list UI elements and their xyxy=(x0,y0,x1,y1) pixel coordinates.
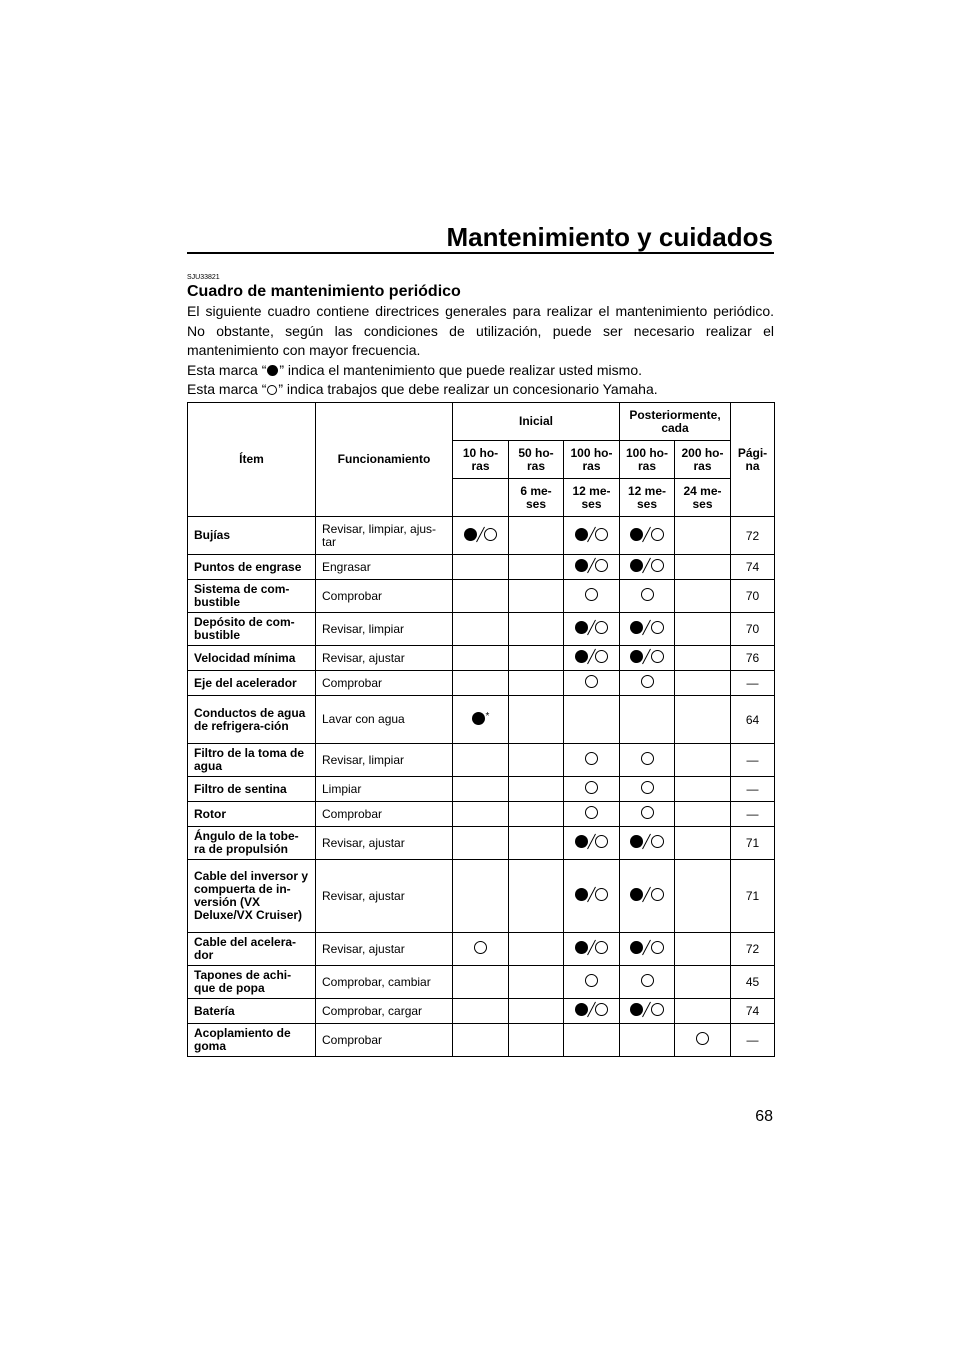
mark-cell xyxy=(453,555,509,580)
function-cell: Revisar, limpiar xyxy=(316,613,453,646)
table-row xyxy=(188,860,775,933)
mark-cell xyxy=(453,744,509,777)
mark-cell xyxy=(453,933,509,966)
open-circle-icon xyxy=(585,588,598,602)
page-ref-cell: 71 xyxy=(731,827,775,860)
page-ref-cell: 70 xyxy=(731,613,775,646)
open-circle-icon xyxy=(641,752,654,766)
mark-cell xyxy=(509,860,564,933)
mark-cell xyxy=(620,777,675,802)
mark-cell xyxy=(620,517,675,555)
table-row xyxy=(188,580,775,613)
item-cell: Rotor xyxy=(188,802,316,827)
mark-cell xyxy=(620,744,675,777)
item-cell: Sistema de com-bustible xyxy=(188,580,316,613)
mark-cell xyxy=(564,646,620,671)
filled-circle-icon xyxy=(267,365,278,376)
filled-open-circle-icon xyxy=(464,527,497,541)
page-ref-cell: — xyxy=(731,744,775,777)
mark-cell xyxy=(620,802,675,827)
mark-cell xyxy=(509,646,564,671)
filled-open-circle-icon xyxy=(575,650,608,664)
item-cell: Acoplamiento de goma xyxy=(188,1024,316,1057)
function-cell: Comprobar, cambiar xyxy=(316,966,453,999)
item-cell: Conductos de agua de refrigera-ción xyxy=(188,696,316,744)
filled-open-circle-icon xyxy=(630,650,663,664)
item-cell: Eje del acelerador xyxy=(188,671,316,696)
function-cell: Revisar, limpiar xyxy=(316,744,453,777)
mark-cell xyxy=(675,933,731,966)
filled-open-circle-icon xyxy=(575,888,608,902)
mark-cell xyxy=(564,696,620,744)
mark-cell xyxy=(564,999,620,1024)
filled-open-circle-icon xyxy=(575,621,608,635)
filled-open-circle-icon xyxy=(630,527,663,541)
page-number: 68 xyxy=(755,1108,773,1125)
table-row xyxy=(188,744,775,777)
function-cell: Comprobar xyxy=(316,580,453,613)
function-cell: Limpiar xyxy=(316,777,453,802)
mark-cell xyxy=(564,1024,620,1057)
mark-cell xyxy=(509,671,564,696)
section-code: SJU33821 xyxy=(187,274,220,281)
legend-prefix: Esta marca “ xyxy=(187,381,267,397)
filled-open-circle-icon xyxy=(575,559,608,573)
maintenance-table xyxy=(187,402,775,1057)
open-circle-icon xyxy=(267,385,277,395)
table-row xyxy=(188,646,775,671)
filled-circle-asterisk-icon: * xyxy=(472,711,490,725)
function-cell: Revisar, ajustar xyxy=(316,646,453,671)
mark-cell xyxy=(509,555,564,580)
item-cell: Ángulo de la tobe-ra de propulsión xyxy=(188,827,316,860)
filled-open-circle-icon xyxy=(575,1003,608,1017)
mark-cell xyxy=(509,744,564,777)
mark-cell xyxy=(564,933,620,966)
open-circle-icon xyxy=(641,588,654,602)
mark-cell xyxy=(620,966,675,999)
mark-cell xyxy=(620,555,675,580)
item-cell: Velocidad mínima xyxy=(188,646,316,671)
mark-cell xyxy=(675,1024,731,1057)
mark-cell xyxy=(453,517,509,555)
mark-cell xyxy=(564,744,620,777)
legend-prefix: Esta marca “ xyxy=(187,361,267,378)
open-circle-icon xyxy=(585,752,598,766)
function-cell: Comprobar xyxy=(316,671,453,696)
header-rule xyxy=(187,252,774,254)
mark-cell xyxy=(453,646,509,671)
function-cell: Revisar, ajustar xyxy=(316,827,453,860)
table-row xyxy=(188,517,775,555)
page-ref-cell: 45 xyxy=(731,966,775,999)
mark-cell xyxy=(453,966,509,999)
table-row xyxy=(188,555,775,580)
mark-cell xyxy=(564,555,620,580)
header-page: Pági-na xyxy=(731,403,775,517)
header-100h-after: 100 ho-ras xyxy=(620,441,675,479)
open-circle-icon xyxy=(696,1032,709,1046)
table-row xyxy=(188,999,775,1024)
mark-cell xyxy=(620,860,675,933)
page-ref-cell: — xyxy=(731,802,775,827)
page-ref-cell: — xyxy=(731,777,775,802)
filled-open-circle-icon xyxy=(575,835,608,849)
legend-open-line xyxy=(187,380,774,400)
mark-cell xyxy=(675,671,731,696)
intro-text xyxy=(187,302,774,400)
mark-cell xyxy=(620,671,675,696)
open-circle-icon xyxy=(641,974,654,988)
mark-cell xyxy=(453,1024,509,1057)
mark-cell xyxy=(509,777,564,802)
mark-cell xyxy=(620,933,675,966)
item-cell: Filtro de la toma de agua xyxy=(188,744,316,777)
mark-cell xyxy=(453,860,509,933)
mark-cell xyxy=(509,696,564,744)
table-row xyxy=(188,966,775,999)
mark-cell xyxy=(564,777,620,802)
mark-cell xyxy=(509,580,564,613)
page-ref-cell: 72 xyxy=(731,517,775,555)
mark-cell xyxy=(453,696,509,744)
legend-filled-text: ” indica el mantenimiento que puede realizar usted mismo. xyxy=(279,361,642,378)
mark-cell xyxy=(453,777,509,802)
header-initial: Inicial xyxy=(453,403,620,441)
intro-paragraph: El siguiente cuadro contiene directrices generales para realizar el mantenimiento periódico. No obstante, según las condiciones de utilización, puede ser necesario realizar el mantenimiento con mayor frecuencia. xyxy=(187,303,774,358)
header-6m: 6 me-ses xyxy=(509,479,564,517)
mark-cell xyxy=(675,827,731,860)
mark-cell xyxy=(509,613,564,646)
item-cell: Filtro de sentina xyxy=(188,777,316,802)
header-50h: 50 ho-ras xyxy=(509,441,564,479)
mark-cell xyxy=(564,802,620,827)
mark-cell xyxy=(620,999,675,1024)
open-circle-icon xyxy=(641,781,654,795)
mark-cell xyxy=(509,1024,564,1057)
mark-cell xyxy=(453,827,509,860)
page-ref-cell: 74 xyxy=(731,555,775,580)
open-circle-icon xyxy=(585,675,598,689)
open-circle-icon xyxy=(641,675,654,689)
mark-cell xyxy=(620,613,675,646)
table-row xyxy=(188,671,775,696)
mark-cell xyxy=(509,933,564,966)
item-cell: Cable del inversor y compuerta de in-versión (VX Deluxe/VX Cruiser) xyxy=(188,860,316,933)
function-cell: Comprobar, cargar xyxy=(316,999,453,1024)
open-circle-icon xyxy=(585,974,598,988)
item-cell: Bujías xyxy=(188,517,316,555)
table-row xyxy=(188,802,775,827)
mark-cell xyxy=(564,580,620,613)
item-cell: Cable del acelera-dor xyxy=(188,933,316,966)
filled-open-circle-icon xyxy=(630,835,663,849)
page-ref-cell: 72 xyxy=(731,933,775,966)
mark-cell xyxy=(564,671,620,696)
legend-open-text: ” indica trabajos que debe realizar un concesionario Yamaha. xyxy=(278,381,658,397)
open-circle-icon xyxy=(474,941,487,955)
table-row xyxy=(188,696,775,744)
function-cell: Engrasar xyxy=(316,555,453,580)
open-circle-icon xyxy=(585,806,598,820)
mark-cell xyxy=(564,827,620,860)
header-200h: 200 ho-ras xyxy=(675,441,731,479)
header-item: Ítem xyxy=(188,403,316,517)
filled-open-circle-icon xyxy=(630,1003,663,1017)
header-12m-after: 12 me-ses xyxy=(620,479,675,517)
page-ref-cell: 76 xyxy=(731,646,775,671)
mark-cell xyxy=(620,1024,675,1057)
mark-cell xyxy=(620,580,675,613)
mark-cell xyxy=(509,517,564,555)
header-10h: 10 ho-ras xyxy=(453,441,509,479)
filled-open-circle-icon xyxy=(630,888,663,902)
function-cell: Revisar, ajustar xyxy=(316,933,453,966)
mark-cell xyxy=(675,555,731,580)
mark-cell xyxy=(509,999,564,1024)
mark-cell xyxy=(620,646,675,671)
table-row xyxy=(188,827,775,860)
filled-open-circle-icon xyxy=(575,527,608,541)
page-header-title: Mantenimiento y cuidados xyxy=(446,222,773,252)
mark-cell xyxy=(453,580,509,613)
item-cell: Tapones de achi-que de popa xyxy=(188,966,316,999)
mark-cell xyxy=(453,999,509,1024)
mark-cell xyxy=(675,777,731,802)
mark-cell xyxy=(675,517,731,555)
header-100h-initial: 100 ho-ras xyxy=(564,441,620,479)
mark-cell xyxy=(509,966,564,999)
mark-cell xyxy=(675,696,731,744)
section-title: Cuadro de mantenimiento periódico xyxy=(187,283,461,300)
open-circle-icon xyxy=(641,806,654,820)
filled-open-circle-icon xyxy=(630,941,663,955)
item-cell: Batería xyxy=(188,999,316,1024)
page-ref-cell: — xyxy=(731,671,775,696)
page-ref-cell: 71 xyxy=(731,860,775,933)
table-row xyxy=(188,933,775,966)
function-cell: Lavar con agua xyxy=(316,696,453,744)
function-cell: Comprobar xyxy=(316,802,453,827)
function-cell: Revisar, ajustar xyxy=(316,860,453,933)
page-ref-cell: 70 xyxy=(731,580,775,613)
page-ref-cell: — xyxy=(731,1024,775,1057)
mark-cell xyxy=(509,802,564,827)
mark-cell xyxy=(564,517,620,555)
mark-cell xyxy=(620,696,675,744)
mark-cell xyxy=(453,671,509,696)
open-circle-icon xyxy=(585,781,598,795)
mark-cell xyxy=(564,966,620,999)
mark-cell xyxy=(564,860,620,933)
header-12m-initial: 12 me-ses xyxy=(564,479,620,517)
table-row xyxy=(188,1024,775,1057)
function-cell: Revisar, limpiar, ajus-tar xyxy=(316,517,453,555)
mark-cell xyxy=(564,613,620,646)
item-cell: Depósito de com-bustible xyxy=(188,613,316,646)
header-24m: 24 me-ses xyxy=(675,479,731,517)
mark-cell xyxy=(453,802,509,827)
header-after: Posteriormente, cada xyxy=(620,403,731,441)
page-ref-cell: 74 xyxy=(731,999,775,1024)
mark-cell xyxy=(675,966,731,999)
filled-open-circle-icon xyxy=(630,621,663,635)
mark-cell xyxy=(620,827,675,860)
mark-cell xyxy=(675,744,731,777)
mark-cell xyxy=(509,827,564,860)
table-row xyxy=(188,613,775,646)
mark-cell xyxy=(675,646,731,671)
header-blank xyxy=(453,479,509,517)
function-cell: Comprobar xyxy=(316,1024,453,1057)
mark-cell xyxy=(675,613,731,646)
header-func: Funcionamiento xyxy=(316,403,453,517)
mark-cell xyxy=(675,802,731,827)
filled-open-circle-icon xyxy=(630,559,663,573)
mark-cell xyxy=(675,860,731,933)
page-ref-cell: 64 xyxy=(731,696,775,744)
legend-filled-line xyxy=(187,361,774,381)
table-row xyxy=(188,777,775,802)
mark-cell xyxy=(675,999,731,1024)
filled-open-circle-icon xyxy=(575,941,608,955)
mark-cell xyxy=(675,580,731,613)
mark-cell xyxy=(453,613,509,646)
item-cell: Puntos de engrase xyxy=(188,555,316,580)
